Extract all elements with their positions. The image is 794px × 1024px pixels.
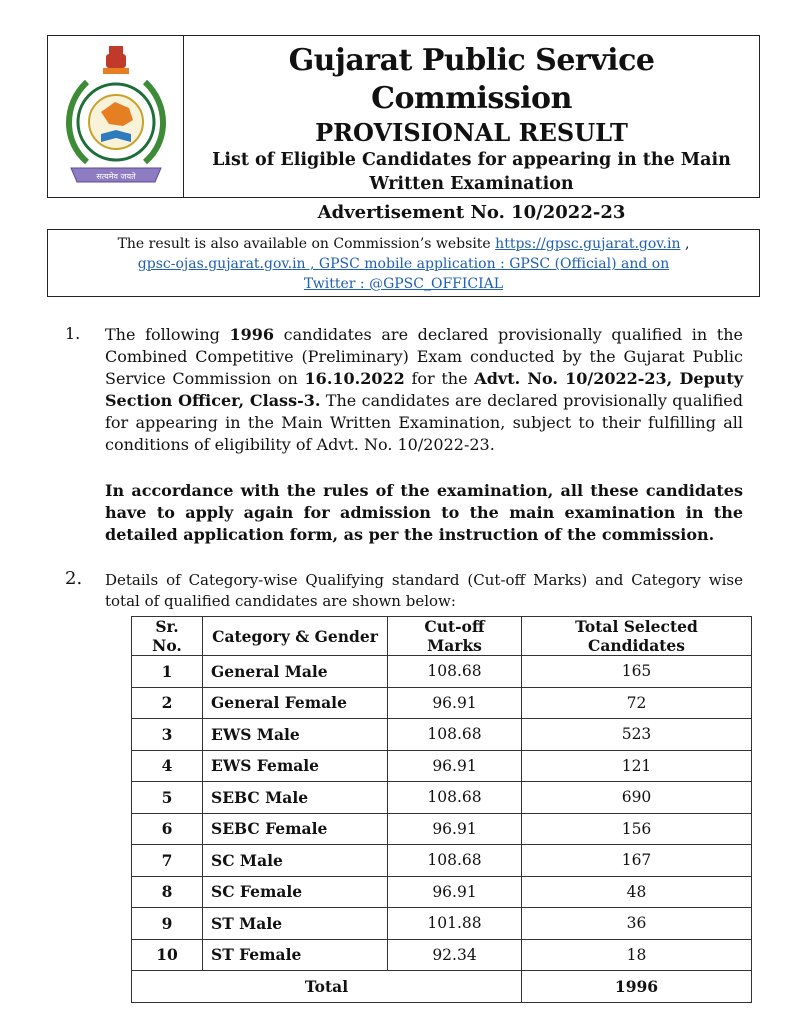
- table-row: [132, 687, 752, 719]
- notice-separator: ,: [680, 236, 690, 252]
- selected-cell: 523: [522, 719, 752, 751]
- selected-cell: 167: [522, 845, 752, 877]
- cutoff-cell: 108.68: [388, 845, 522, 877]
- selected-cell: 121: [522, 750, 752, 782]
- total-value: 1996: [522, 971, 752, 1003]
- sr-no-cell: 8: [132, 876, 203, 908]
- cutoff-cell: 108.68: [388, 719, 522, 751]
- category-cell: General Female: [203, 687, 388, 719]
- cutoff-cell: 96.91: [388, 687, 522, 719]
- total-row: [132, 971, 752, 1003]
- category-cell: EWS Female: [203, 750, 388, 782]
- selected-cell: 36: [522, 908, 752, 940]
- section-1-bold-paragraph: In accordance with the rules of the examination, all these candidates have to apply again for admission to the main examination in the detailed application form, as per the instruction of the commission.: [105, 481, 743, 544]
- cutoff-cell: 96.91: [388, 750, 522, 782]
- sr-no-cell: 4: [132, 750, 203, 782]
- sr-no-cell: 10: [132, 939, 203, 971]
- logo-cell: [48, 36, 184, 197]
- category-cell: EWS Male: [203, 719, 388, 751]
- category-cell: ST Male: [203, 908, 388, 940]
- notice-text: The result is also available on Commission’s website: [117, 236, 496, 252]
- sr-no-cell: 6: [132, 813, 203, 845]
- list-title-line2: Written Examination: [369, 174, 574, 194]
- sr-no-cell: 3: [132, 719, 203, 751]
- table-row: [132, 750, 752, 782]
- category-cell: General Male: [203, 656, 388, 688]
- s1-text: The following: [105, 325, 230, 344]
- cutoff-cell: 92.34: [388, 939, 522, 971]
- header-total-selected: Total Selected Candidates: [522, 617, 752, 656]
- sr-no-cell: 9: [132, 908, 203, 940]
- header-cutoff: Cut-off Marks: [388, 617, 522, 656]
- cutoff-table: [131, 616, 752, 1003]
- table-row: [132, 876, 752, 908]
- table-row: [132, 845, 752, 877]
- candidate-count: 1996: [229, 325, 275, 344]
- cutoff-cell: 108.68: [388, 782, 522, 814]
- cutoff-cell: 96.91: [388, 876, 522, 908]
- list-title-line1: List of Eligible Candidates for appearing in the Main: [212, 150, 731, 170]
- twitter-link[interactable]: Twitter : @GPSC_OFFICIAL: [303, 276, 504, 292]
- category-cell: SC Female: [203, 876, 388, 908]
- category-cell: SC Male: [203, 845, 388, 877]
- result-title: PROVISIONAL RESULT: [315, 118, 628, 147]
- cutoff-cell: 108.68: [388, 656, 522, 688]
- section-2-paragraph: Details of Category-wise Qualifying standard (Cut-off Marks) and Category wise total of qualified candidates are shown below:: [105, 571, 743, 610]
- section-1-paragraph: [105, 324, 743, 456]
- sr-no-cell: 5: [132, 782, 203, 814]
- org-title: Gujarat Public Service Commission: [288, 43, 655, 116]
- gpsc-emblem-icon: [57, 42, 175, 192]
- selected-cell: 156: [522, 813, 752, 845]
- gpsc-website-link[interactable]: https://gpsc.gujarat.gov.in: [495, 236, 681, 252]
- table-row: [132, 656, 752, 688]
- s4-text: The candidates are declared provisionally qualified for appearing in the Main Written Examination, subject to their fulfilling all conditions of eligibility of Advt. No. 10/2022-23.: [105, 391, 743, 454]
- advt-post: Advt. No. 10/2022-23, Deputy Section Officer, Class-3.: [105, 369, 744, 410]
- cutoff-cell: 96.91: [388, 813, 522, 845]
- total-label: Total: [132, 971, 522, 1003]
- selected-cell: 165: [522, 656, 752, 688]
- exam-date: 16.10.2022: [304, 369, 405, 388]
- section-1-number: 1.: [65, 324, 81, 343]
- svg-text:सत्यमेव जयते: सत्यमेव जयते: [95, 171, 136, 181]
- s3-text: for the: [404, 369, 475, 388]
- website-notice: [47, 229, 760, 297]
- table-row: [132, 813, 752, 845]
- s2-text: candidates are declared provisionally qualified in the Combined Competitive (Preliminary) Exam conducted by the Gujarat Public Service Commission on: [105, 325, 743, 388]
- sr-no-cell: 2: [132, 687, 203, 719]
- sr-no-cell: 1: [132, 656, 203, 688]
- selected-cell: 72: [522, 687, 752, 719]
- cutoff-cell: 101.88: [388, 908, 522, 940]
- table-row: [132, 782, 752, 814]
- selected-cell: 690: [522, 782, 752, 814]
- title-block: [184, 36, 759, 223]
- sr-no-cell: 7: [132, 845, 203, 877]
- document-header: [47, 35, 760, 223]
- category-cell: ST Female: [203, 939, 388, 971]
- header-category: Category & Gender: [203, 617, 388, 656]
- ojas-mobile-link[interactable]: gpsc-ojas.gujarat.gov.in , GPSC mobile application : GPSC (Official) and on: [137, 256, 670, 272]
- advertisement-number: Advertisement No. 10/2022-23: [317, 202, 626, 223]
- header-sr-no: Sr. No.: [132, 617, 203, 656]
- category-cell: SEBC Female: [203, 813, 388, 845]
- selected-cell: 48: [522, 876, 752, 908]
- table-row: [132, 908, 752, 940]
- category-cell: SEBC Male: [203, 782, 388, 814]
- selected-cell: 18: [522, 939, 752, 971]
- table-row: [132, 719, 752, 751]
- table-header-row: [132, 617, 752, 656]
- table-row: [132, 939, 752, 971]
- section-2-number: 2.: [65, 568, 83, 589]
